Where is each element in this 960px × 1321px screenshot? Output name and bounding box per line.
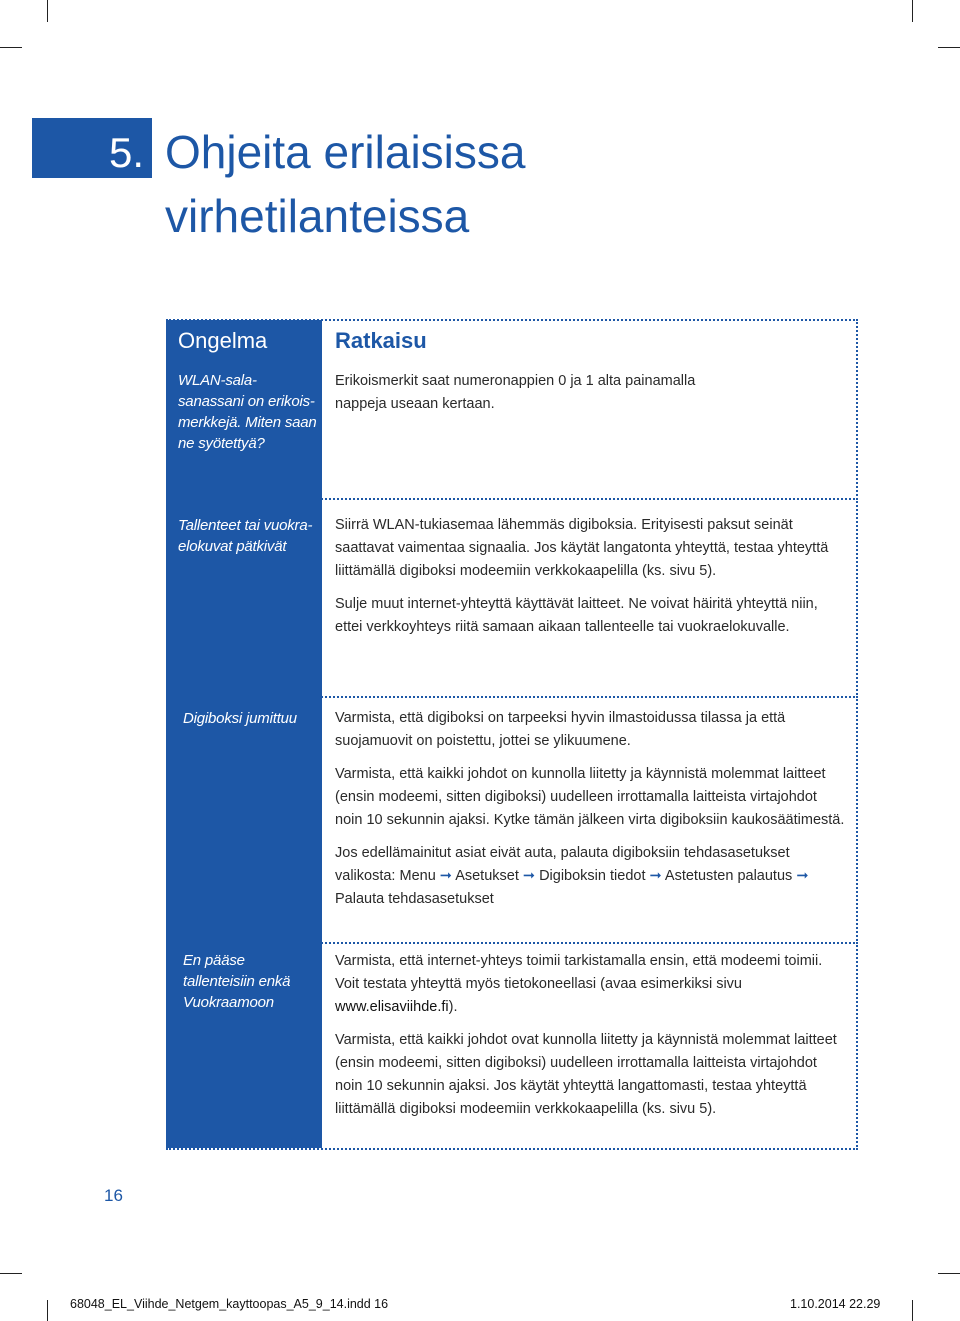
chapter-number: 5. [108,129,144,176]
arrow-right-icon: ➞ [796,868,809,884]
solution-paragraph: Varmista, että kaikki johdot ovat kunnolla liitetty ja käynnistä molemmat laitteet (ensin modeemi, sitten digiboksi) uudelleen irrottamalla laitteista virtajohdot noin 10 sekunnin ajaksi. Jos käytät yhteyttä langattomasti, testaa yhteyttä liittämällä digiboksi modeemiin verkkokaapelilla (ks. sivu 5). [335,1032,837,1117]
solution-text [335,950,845,1131]
arrow-right-icon: ➞ [522,868,536,884]
menu-path-item: Menu [399,868,436,884]
crop-mark [0,47,22,48]
crop-mark [912,1300,913,1321]
solution-paragraph [335,842,845,911]
solution-paragraph [335,950,845,1019]
footer-file: 68048_EL_Viihde_Netgem_kayttoopas_A5_9_14.indd 16 [70,1297,389,1311]
solution-paragraph: Sulje muut internet-yhteyttä käyttävät laitteet. Ne voivat häiritä yhteyttä niin, ettei verkkoyhteys riitä samaan aikaan tallenteelle tai vuokraelokuvalle. [335,596,818,635]
problem-line: elokuvat pätkivät [178,538,287,555]
menu-path-item: Palauta tehdasasetukset [335,891,494,907]
menu-path-item: Digiboksin tiedot [539,868,646,884]
crop-mark [912,0,913,22]
menu-path-item: Astetusten palautus [664,868,793,884]
problem-line: sanassani on erikois- [178,393,315,410]
solution-text [335,514,840,649]
problem-line: merkkejä. Miten saan [178,414,317,431]
footer-date: 1.10.2014 22.29 [790,1297,881,1311]
solution-paragraph: Varmista, että digiboksi on tarpeeksi hyvin ilmastoidussa tilassa ja että suojamuovit on poistettu, jottei se ylikuumene. [335,710,786,749]
crop-mark [938,47,960,48]
solution-text [335,370,715,426]
header-solution: Ratkaisu [335,328,427,353]
solution-intro: Varmista, että internet-yhteys toimii tarkistamalla ensin, että modeemi toimii. Voit testata yhteyttä myös tietokoneellasi (avaa esimerkiksi sivu [335,953,823,992]
problem-line: ne syötettyä? [178,435,265,452]
problem-line: tallenteisiin enkä [183,973,291,990]
problem-text [178,515,312,557]
elisaviihde-link[interactable]: www.elisaviihde.fi [335,999,449,1015]
arrow-right-icon: ➞ [439,868,452,884]
chapter-number-box [32,118,152,178]
problem-line: En pääse [183,952,245,969]
problem-line: Vuokraamoon [183,994,274,1011]
crop-mark [47,1300,48,1321]
crop-mark [47,0,48,22]
solution-after-link: ). [448,999,458,1015]
problem-text [178,370,317,454]
problem-text [183,950,290,1013]
solution-paragraph: Varmista, että kaikki johdot on kunnolla liitetty ja käynnistä molemmat laitteet (ensin modeemi, sitten digiboksi) uudelleen irrottamalla laitteista virtajohdot noin 10 sekunnin ajaksi. Kytke tämän jälkeen virta digiboksiin kaukosäätimestä. [335,766,845,828]
problem-line: WLAN-sala- [178,372,257,389]
menu-intro: Jos edellämainitut asiat eivät auta, palauta digiboksiin tehdasasetukset valikosta: [335,845,790,884]
problem-line: Tallenteet tai vuokra- [178,517,313,534]
page-number: 16 [104,1186,123,1205]
page-title-line: virhetilanteissa [165,190,470,242]
solution-paragraph: Siirrä WLAN-tukiasemaa lähemmäs digiboksia. Erityisesti paksut seinät saattavat vaimentaa signaalia. Jos käytät langatonta yhteyttä, testaa yhteyttä liittämällä digiboksi modeemiin verkkokaapelilla (ks. sivu 5). [335,517,829,579]
crop-mark [0,1273,22,1274]
page-title [165,120,525,248]
arrow-right-icon: ➞ [649,868,662,884]
page-title-line: Ohjeita erilaisissa [165,126,526,178]
menu-path-item: Asetukset [455,868,519,884]
problem-line: Digiboksi jumittuu [183,710,297,727]
crop-mark [938,1273,960,1274]
solution-paragraph: Erikoismerkit saat numeronappien 0 ja 1 alta painamalla nappeja useaan kertaan. [335,373,696,412]
solution-text [335,707,845,921]
header-problem: Ongelma [178,328,268,353]
problem-text [183,708,297,729]
